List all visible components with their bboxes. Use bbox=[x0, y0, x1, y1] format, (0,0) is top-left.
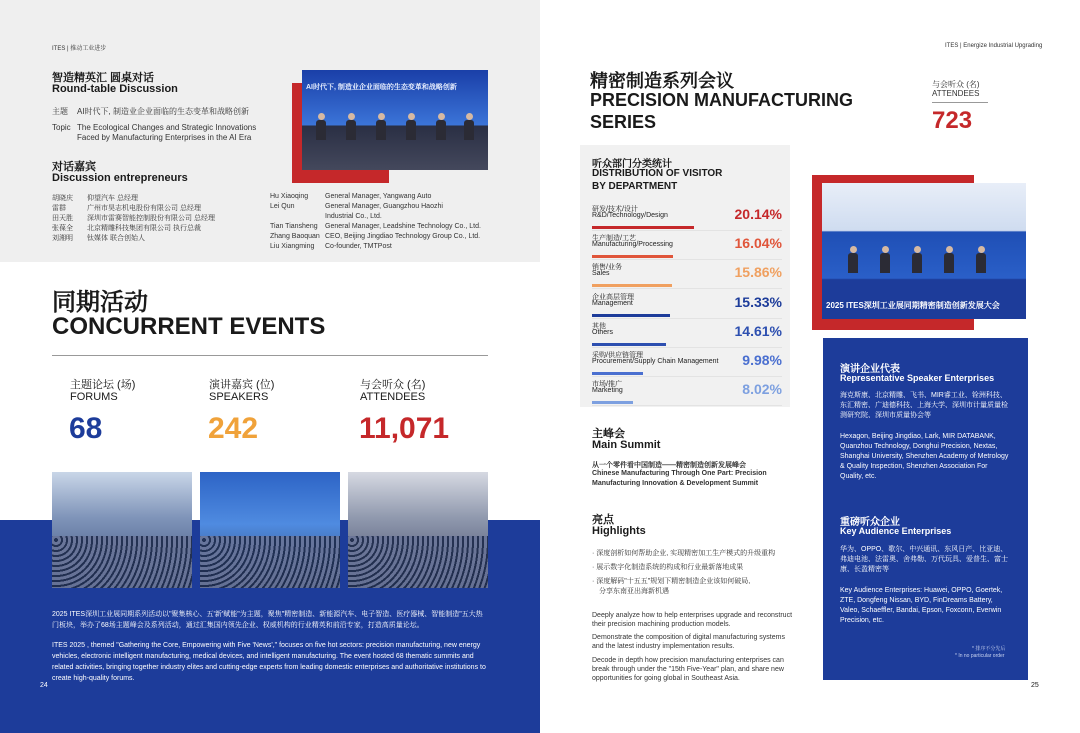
topic-label-en: Topic bbox=[52, 123, 71, 132]
series-title-en-1: PRECISION MANUFACTURING bbox=[590, 90, 854, 110]
department-label-en: Manufacturing/Processing bbox=[592, 241, 673, 249]
department-percentage: 14.61% bbox=[734, 322, 782, 339]
attendees-label-en: ATTENDEES bbox=[932, 89, 980, 98]
divider bbox=[52, 355, 488, 356]
panelist-figure bbox=[316, 120, 326, 140]
department-label-cn: 采购/供应链管理 bbox=[592, 352, 643, 359]
panelist-figure bbox=[912, 253, 922, 273]
guest-en-role: Co-founder, TMTPost bbox=[325, 243, 392, 250]
speakers-en: Hexagon, Beijing Jingdiao, Lark, MIR DATABANK, Quanzhou Technology, Donghui Precision, Nextas, Shanghai University, Shenzhen Academy of Metrology & Quality Inspection, Shenzhen Association For Quality, etc. bbox=[840, 433, 1009, 480]
guest-cn-row: 刘湘明 钛媒体 联合创始人 bbox=[52, 235, 145, 242]
department-row bbox=[592, 230, 782, 260]
summit-photo-banner: 2025 ITES深圳工业展同期精密制造创新发展大会 bbox=[826, 301, 1000, 310]
speakers-title-en: Representative Speaker Enterprises bbox=[840, 373, 995, 383]
department-row bbox=[592, 201, 782, 231]
highlight-item-en: Demonstrate the composition of digital manufacturing systems and the latest industry implementation results. bbox=[592, 634, 785, 650]
right-page-number: 25 bbox=[1031, 682, 1039, 689]
guest-en-name: Liu Xiangming bbox=[270, 243, 315, 250]
department-label-en: Management bbox=[592, 299, 633, 307]
department-row bbox=[592, 259, 782, 289]
distribution-title-cn: 听众部门分类统计 bbox=[592, 159, 672, 170]
panelist-figure bbox=[944, 253, 954, 273]
stat-label-en: SPEAKERS bbox=[209, 391, 269, 403]
audience-crowd bbox=[52, 536, 192, 588]
enterprise-panel bbox=[823, 338, 1028, 680]
topic-en-line2: Faced by Manufacturing Enterprises in the AI Era bbox=[77, 133, 252, 142]
left-page-number: 24 bbox=[40, 682, 48, 689]
highlights-title-cn: 亮点 bbox=[592, 514, 614, 526]
department-bar bbox=[592, 401, 633, 404]
stat-label-en: ATTENDEES bbox=[360, 391, 426, 403]
department-label-cn: 生产制造/工艺 bbox=[592, 235, 636, 243]
audience-cn: 华为、OPPO、歌尔、中兴通讯、东风日产、比亚迪、弗迪电池、法雷奥、舍弗勒、万代玩具、爱普生、富士康、长盈精密等 bbox=[840, 546, 1008, 573]
department-bar bbox=[592, 372, 643, 375]
guest-en-role: CEO, Beijing Jingdiao Technology Group Co., Ltd. bbox=[325, 233, 481, 240]
roundtable-photo bbox=[302, 70, 488, 170]
department-row bbox=[592, 376, 782, 406]
guests-title-cn: 对话嘉宾 bbox=[52, 161, 96, 173]
highlight-item-en: Decode in depth how precision manufacturing enterprises can break through under the "15th Five-Year" plan, and share new opportunities for going global in Southeast Asia. bbox=[592, 657, 784, 682]
main-summit-name-en-1: Chinese Manufacturing Through One Part: Precision bbox=[592, 470, 767, 477]
stat-label-en: FORUMS bbox=[70, 391, 118, 403]
department-label-cn: 研发/技术/设计 bbox=[592, 206, 638, 213]
topic-en-line1: The Ecological Changes and Strategic Innovations bbox=[77, 123, 257, 132]
department-percentage: 8.02% bbox=[742, 381, 782, 398]
guest-cn-row: 张葆全 北京精雕科技集团有限公司 执行总裁 bbox=[52, 225, 201, 232]
department-bar bbox=[592, 255, 673, 258]
audience-note-en: * In no particular order bbox=[955, 653, 1005, 659]
department-percentage: 20.14% bbox=[734, 206, 782, 222]
department-percentage: 15.33% bbox=[734, 293, 782, 310]
panelist-figure bbox=[346, 120, 356, 140]
audience-note-cn: * 排序不分先后 bbox=[972, 646, 1006, 652]
guest-en-name: Hu Xiaoqing bbox=[270, 193, 309, 200]
panelist-figure bbox=[880, 253, 890, 273]
department-percentage: 9.98% bbox=[742, 352, 782, 368]
audience-en: Key Audience Enterprises: Huawei, OPPO, Goertek, ZTE, Dongfeng Nissan, BYD, FinDreams Battery, Valeo, Schaeffler, Bandai, Epson, Foxconn, Everwin Precision, etc. bbox=[840, 587, 1003, 624]
stat-value: 68 bbox=[69, 412, 103, 445]
main-summit-name-cn: 从一个零件看中国制造——精密制造创新发展峰会 bbox=[592, 462, 746, 469]
stat-value: 242 bbox=[208, 412, 259, 445]
event-photo bbox=[348, 472, 488, 588]
guest-en-role: General Manager, Leadshine Technology Co., Ltd. bbox=[325, 223, 481, 230]
department-bar bbox=[592, 226, 694, 229]
guest-en-name: Zhang Baoquan bbox=[270, 233, 320, 240]
department-label-en: R&D/Technology/Design bbox=[592, 212, 668, 219]
speakers-title-cn: 演讲企业代表 bbox=[840, 364, 900, 375]
right-running-head: ITES | Energize Industrial Upgrading bbox=[945, 43, 1043, 49]
highlight-item-cn: · 深度解码"十五五"规划下精密制造企业该如何破局, bbox=[592, 578, 751, 585]
highlight-item-cn: · 展示数字化制造系统的构成和行业最新落地成果 bbox=[592, 564, 744, 571]
attendees-label-cn: 与会听众 (名) bbox=[932, 80, 980, 89]
department-percentage: 16.04% bbox=[734, 235, 782, 252]
attendees-divider bbox=[932, 102, 988, 103]
roundtable-photo-banner: AI时代下, 制造业企业面临的生态变革和战略创新 bbox=[306, 84, 457, 91]
left-running-head: ITES | 推动工业进步 bbox=[52, 46, 107, 52]
speakers-cn: 海克斯康、北京精雕、飞书、MIR睿工业、铨洲科技、东汇精密、广迪德科技、上海大学、深圳市计量质量检测研究院、深圳市质量协会等 bbox=[840, 392, 1008, 419]
highlight-item-cn: · 深度剖析如何帮助企业, 实现精密加工生产模式的升级重构 bbox=[592, 550, 776, 557]
department-label-cn: 其他 bbox=[592, 322, 606, 330]
topic-cn: AI时代下, 制造业企业面临的生态变革和战略创新 bbox=[77, 107, 250, 116]
guest-en-role: General Manager, Yangwang Auto bbox=[325, 193, 432, 200]
guest-en-role: General Manager, Guangzhou Haozhi bbox=[325, 203, 443, 210]
roundtable-title-cn: 智造精英汇 圆桌对话 bbox=[52, 72, 155, 84]
series-title-cn: 精密制造系列会议 bbox=[590, 71, 734, 91]
department-row bbox=[592, 289, 782, 319]
department-bar bbox=[592, 284, 672, 287]
guest-cn-row: 雷群 广州市昊志机电股份有限公司 总经理 bbox=[52, 205, 201, 212]
department-label-cn: 企业高层管理 bbox=[592, 293, 634, 301]
audience-title-en: Key Audience Enterprises bbox=[840, 526, 952, 536]
guest-en-name: Tian Tiansheng bbox=[270, 223, 318, 230]
main-summit-title-cn: 主峰会 bbox=[592, 428, 625, 440]
panelist-figure bbox=[976, 253, 986, 273]
audience-crowd bbox=[348, 536, 488, 588]
panelist-figure bbox=[848, 253, 858, 273]
guest-cn-row: 田天胜 深圳市雷赛智能控制股份有限公司 总经理 bbox=[52, 215, 215, 222]
department-label-en: Procurement/Supply Chain Management bbox=[592, 358, 719, 365]
guest-en-name: Lei Qun bbox=[270, 203, 295, 210]
department-percentage: 15.86% bbox=[734, 264, 782, 281]
stat-label-cn: 与会听众 (名) bbox=[360, 379, 426, 391]
main-summit-name-en-2: Manufacturing Innovation & Development Summit bbox=[592, 480, 759, 487]
distribution-title-en-2: BY DEPARTMENT bbox=[592, 181, 678, 192]
series-title-en-2: SERIES bbox=[590, 112, 657, 132]
concurrent-title-cn: 同期活动 bbox=[52, 289, 148, 316]
panelist-figure bbox=[436, 120, 446, 140]
highlight-item-cn: 分享东南亚出海新机遇 bbox=[592, 588, 669, 595]
audience-title-cn: 重磅听众企业 bbox=[840, 517, 900, 528]
attendees-value: 723 bbox=[932, 107, 973, 134]
highlights-title-en: Highlights bbox=[592, 525, 646, 537]
summit-photo bbox=[822, 183, 1026, 319]
event-photo bbox=[52, 472, 192, 588]
guest-en-role: Industrial Co., Ltd. bbox=[325, 213, 382, 220]
main-summit-title-en: Main Summit bbox=[592, 439, 661, 451]
department-label-en: Others bbox=[592, 328, 614, 336]
audience-crowd bbox=[200, 536, 340, 588]
stat-value: 11,071 bbox=[359, 412, 450, 445]
concurrent-body-cn: 2025 ITES深圳工业展同期系列活动以"聚集核心、五'新'赋能"为主题，聚焦"精密制造、新能源汽车、电子智造、医疗器械、智能制造"五大热门板块，举办了68场主题峰会及系列活动，通过汇集国内领先企业、权威机构的行业精英和前沿专家，打造高质量论坛。 bbox=[52, 611, 483, 629]
event-photo bbox=[200, 472, 340, 588]
concurrent-body-en: ITES 2025 , themed "Gathering the Core, Empowering with Five 'News'," focuses on five hot sectors: precision manufacturing, new energy vehicles, electronic intelligent manufacturing, medical devices, and intelligent manufacturing. The event hosted 68 thematic summits and related activities, bringing together industry elites and cutting-edge experts from leading domestic enterprises and authoritative institutions to create high-quality forums. bbox=[52, 642, 486, 682]
stat-label-cn: 主题论坛 (场) bbox=[70, 379, 136, 391]
panelist-figure bbox=[376, 120, 386, 140]
panelist-figure bbox=[464, 120, 474, 140]
roundtable-title-en: Round-table Discussion bbox=[52, 83, 178, 95]
stat-label-cn: 演讲嘉宾 (位) bbox=[209, 379, 275, 391]
distribution-title-en-1: DISTRIBUTION OF VISITOR bbox=[592, 168, 723, 179]
guests-title-en: Discussion entrepreneurs bbox=[52, 172, 188, 184]
department-row bbox=[592, 347, 782, 377]
department-label-en: Sales bbox=[592, 270, 610, 278]
guest-cn-row: 胡晓庆 仰望汽车 总经理 bbox=[52, 195, 138, 202]
department-row bbox=[592, 318, 782, 348]
concurrent-title-en: CONCURRENT EVENTS bbox=[52, 313, 326, 340]
panelist-figure bbox=[406, 120, 416, 140]
department-bar bbox=[592, 343, 666, 346]
department-label-cn: 市场/推广 bbox=[592, 381, 622, 389]
department-bar bbox=[592, 314, 670, 317]
department-label-cn: 销售/业务 bbox=[592, 264, 622, 272]
topic-label-cn: 主题 bbox=[52, 107, 68, 116]
department-label-en: Marketing bbox=[592, 387, 623, 395]
highlight-item-en: Deeply analyze how to help enterprises upgrade and reconstruct their precision machining production models. bbox=[592, 612, 793, 628]
